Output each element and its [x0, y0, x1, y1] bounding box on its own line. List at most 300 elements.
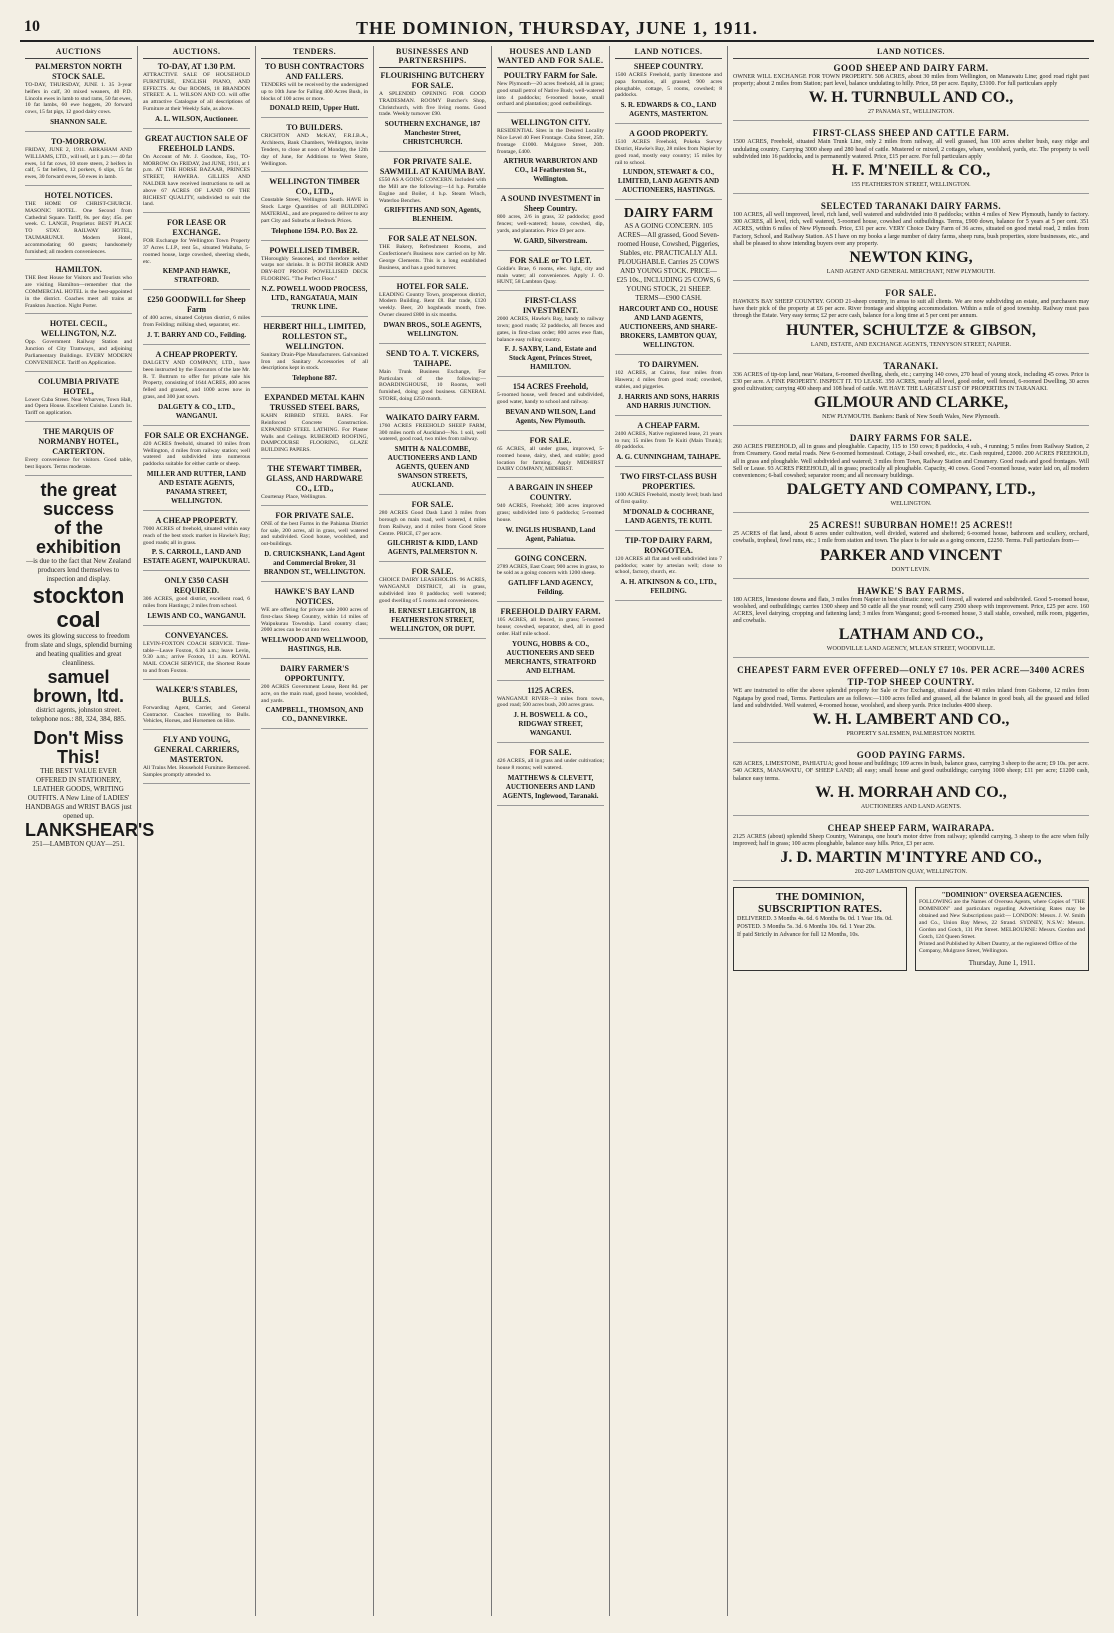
land-ad	[733, 360, 1089, 427]
ad-body: Courtenay Place, Wellington.	[261, 493, 327, 500]
page-number: 10	[24, 18, 40, 35]
column-heading: BUSINESSES AND PARTNERSHIPS.	[379, 46, 486, 68]
ad-body: £550 AS A GOING CONCERN. Included with the Mill are the following:—14 h.p. Portable Engine and Boiler, 4 h.p. Steam Winch, Waterloo Benches.	[379, 177, 486, 204]
ad-body: 105 ACRES, all fenced, in grass; 5-roomed house; cowshed, separator, shed, all in good order. Half mile school.	[497, 617, 604, 637]
ad-body: 2000 ACRES, Hawke's Bay, handy to railway town; good roads; 32 paddocks, all fences and gates, in first-class order; 800 acres ewe flats, balance easy rolling country.	[497, 316, 604, 343]
ad-block	[497, 686, 604, 744]
ad-body: 102 ACRES, at Cairns, four miles from Hawera; 4 miles from good road; cowshed, stables, and piggeries.	[615, 370, 722, 390]
ad-title: A BARGAIN IN SHEEP COUNTRY.	[508, 483, 593, 503]
ad-title: WALKER'S STABLES, BULLS.	[155, 684, 238, 704]
land-ad-body: 336 ACRES of tip-top land, near Waitara, 6-roomed dwelling, sheds, etc.; carrying 140 cows, 270 head of young stock, including 45 cows. Price is £30 per acre. A FINE PROPERTY. INSPECT IT. TO LEASE. 350 ACRES, nearly all level, good order, well fenced, 6-roomed Dwelling, 30 acres good cultivation; carrying 400 sheep and 108 head of cattle. WE HAVE THE LARGEST LIST OF PROPERTIES IN TARANAKI.	[733, 371, 1089, 393]
ad-body: FOR Exchange for Wellington Town Property 37 Acres L.I.P., rent 5s., situated Waihaha, 5-roomed house, large cowshed, sheering sheds, etc.	[143, 238, 250, 265]
ad-block	[261, 587, 368, 659]
ad-block	[25, 377, 132, 422]
ad-body: Constable Street, Wellington South. HAVE in Stock Large Quantities of all BUILDING MATERIAL, and are prepared to deliver to any part City and Suburbs at Bedrock Prices.	[261, 197, 368, 224]
agencies-title: "DOMINION" OVERSEA AGENCIES.	[941, 891, 1063, 900]
lankshear-ad	[25, 727, 155, 849]
subscription-note: If paid Strictly in Advance for full 12 Months, 10s.	[737, 932, 860, 939]
ad-title: WAIKATO DAIRY FARM.	[385, 412, 480, 422]
ad-body: 426 ACRES, all in grass and under cultivation; house 8 rooms; well watered.	[497, 758, 604, 771]
ad-block	[379, 500, 486, 562]
ad-title: HAWKE'S BAY LAND NOTICES.	[274, 586, 355, 606]
land-ad	[733, 432, 1089, 513]
newspaper-title: THE DOMINION, THURSDAY, JUNE 1, 1911.	[356, 18, 758, 38]
imprint: Printed and Published by Albert Dauttry, at the registered Office of the Company, Mulgrave Street, Wellington.	[919, 941, 1077, 955]
ad-body: Goldie's Brae, 6 rooms, elec. light, city and main water; all conveniences. Apply J. O. HUNT, 58 Lambton Quay.	[497, 265, 604, 286]
ad-body: KAHN RIBBED STEEL BARS. For Reinforced Concrete Construction. EXPANDED STEEL LATHING. For Plaster Walls and Ceilings. RUBEROID ROOFING, DAMPCOURSE FLOORING, GLAZE BUILDING PAPERS.	[261, 413, 368, 454]
ad-title: HOTEL CECIL, WELLINGTON, N.Z.	[40, 319, 117, 339]
ad-body: FRIDAY, JUNE 2, 1911. ABRAHAM AND WILLIAMS, LTD., will sell, at 1 p.m.:— 40 fat ewes, 14 fat cows, 10 store steers, 2 heifers in calf, 5 fat heifers, 12 porkers, 6 slips, 15 fat ewes, 30 forward ewes, 50 ewes in lamb.	[25, 146, 132, 181]
ad-signature: F. J. SAXBY, Land, Estate and Stock Agent, Princes Street, HAMILTON.	[504, 345, 597, 372]
ad-title: DAIRY FARM	[623, 206, 714, 222]
ad-title: FIRST-CLASS INVESTMENT.	[522, 296, 579, 316]
subscription-delivered: DELIVERED. 3 Months 4s. 6d. 6 Months 9s. 0d. 1 Year 18s. 0d.	[737, 916, 893, 923]
ad-body: TO-DAY, THURSDAY, JUNE 1. 35 3-year heifers in calf, 30 mixed weaners, 40 P.D. Lincoln ewes in lamb to stud rams, 50 fat ewes, 10 fat lambs, 60 ewe hoggets, 20 forward cows, 15 fat pigs, 12 good dairy cows.	[25, 82, 132, 116]
ad-body: 1510 ACRES Freehold, Pokeka Survey District, Hawke's Bay, 28 miles from Napier by good road, mostly easy country; 15 miles by rail to school.	[615, 139, 722, 166]
ad-title: TO DAIRYMEN.	[638, 360, 699, 370]
column-heading: LAND NOTICES.	[615, 46, 722, 59]
ad-block	[497, 71, 604, 113]
ad-body: 7000 ACRES of freehold, situated within easy reach of the best stock market in Hawke's Bay; good roads; all in grass.	[143, 525, 250, 546]
ad-block	[261, 177, 368, 240]
ad-block	[261, 511, 368, 582]
ad-body: LEADING Country Town, prosperous district, Modern Building. Rent £8. Bar trade, £120 weekly. Beer, 20 hogsheads month, free. Owner cleared £800 in six months.	[379, 291, 486, 318]
land-ad	[733, 287, 1089, 354]
ad-body: TENDERS will be received by the undersigned up to 10th June for Falling 400 Acres Bush, in blocks of 100 acres or more.	[261, 82, 368, 102]
promo-headline: of the	[54, 517, 103, 538]
column-businesses	[374, 46, 492, 1616]
ad-block	[261, 123, 368, 172]
ad-title: A GOOD PROPERTY.	[629, 129, 708, 139]
ad-title: HOTEL FOR SALE.	[396, 281, 469, 291]
subscription-title: THE DOMINION, SUBSCRIPTION RATES.	[758, 891, 882, 916]
ad-block	[615, 62, 722, 124]
land-ad-agent: GILMOUR AND CLARKE,	[813, 394, 1009, 412]
ad-signature: J. HARRIS AND SONS, HARRIS AND HARRIS JUNCTION.	[617, 392, 720, 410]
ad-body: 280 ACRES Good Dash Land 3 miles from borough on main road, well watered, 4 miles from Railway, and 4 miles from Good Store Centre. PRICE, £7 per acre.	[379, 510, 486, 537]
land-ad-address: WOODVILLE LAND AGENCY, M'LEAN STREET, WOODVILLE.	[826, 646, 996, 653]
ad-block	[143, 516, 250, 571]
ad-block	[379, 282, 486, 344]
ad-body: THE Bakery, Refreshment Rooms, and Confectioner's Business now carried on by Mr. George Clements. This is a long established Business, and has a good turnover.	[379, 244, 486, 271]
ad-signature: YOUNG, HOBBS & CO., AUCTIONEERS AND SEED MERCHANTS, STRATFORD AND ELTHAM.	[504, 639, 597, 675]
ad-title: POWELLISED TIMBER.	[269, 245, 360, 255]
land-ad-title: GOOD PAYING FARMS.	[856, 750, 966, 761]
ad-title: £250 GOODWILL for Sheep Farm	[147, 295, 246, 315]
ad-block	[25, 427, 132, 476]
ad-title: TO-MORROW.	[51, 136, 106, 146]
ad-body: 306 ACRES, good district, excellent road, 6 miles from Hastings; 2 miles from school.	[143, 596, 250, 610]
ad-block	[261, 322, 368, 388]
ad-body: CRICHTON AND McKAY, F.R.I.B.A., Architects, Bank Chambers, Wellington, invite Tenders, to close at noon of Monday, the 12th day of June, for Additions to West Store, Wellington.	[261, 133, 368, 167]
promo-address: 251—LAMBTON QUAY—251.	[32, 839, 125, 848]
ad-title: A CHEAP FARM.	[637, 420, 700, 430]
promo-text: owes its glowing success to freedom from slate and slugs, splendid burning and heating qualities and great cleanliness.	[25, 631, 132, 667]
promo-brand: stockton coal	[32, 582, 125, 632]
promo-text: THE BEST VALUE EVER OFFERED IN STATIONERY, LEATHER GOODS, WRITING OUTFITS. A New Line of LADIES' HANDBAGS and WRIST BAGS just opened up.	[25, 766, 132, 820]
ad-title: A CHEAP PROPERTY.	[155, 515, 238, 525]
ad-title: FOR SALE OR EXCHANGE.	[144, 430, 249, 440]
ad-title: SHEEP COUNTRY.	[633, 62, 704, 71]
land-ad-agent: W. H. TURNBULL AND CO.,	[808, 89, 1014, 107]
land-ad-address: 27 PANAMA ST., WELLINGTON.	[867, 109, 955, 116]
ad-block	[261, 664, 368, 729]
land-ad-body: HAWKE'S BAY SHEEP COUNTRY. GOOD 21-sheep country, in areas to suit all clients. We are now subdividing an estate, and purchasers may have their pick of the property at £6 per acre. River frontage and shipping accommodation. Within a mile of good township. Railway must pass through the Estate. Very easy terms; £2 per acre cash, balance for a long time at 5 per cent per annum.	[733, 299, 1089, 320]
ad-title: COLUMBIA PRIVATE HOTEL,	[38, 376, 119, 396]
ad-signature: A. G. CUNNINGHAM, TAIHAPE.	[616, 453, 721, 462]
ad-title: GOING CONCERN.	[514, 553, 587, 563]
ad-block	[143, 685, 250, 730]
ad-body: CHOICE DAIRY LEASEHOLDS. 96 ACRES, WANGANUI DISTRICT, all in grass, subdivided into 8 paddocks; well watered; good dwelling of 5 rooms and conveniences.	[379, 577, 486, 604]
ad-block	[615, 421, 722, 467]
ad-signature: W. INGLIS HUSBAND, Land Agent, Pahiatua.	[505, 525, 596, 543]
ad-block	[497, 483, 604, 548]
ad-block	[143, 134, 250, 213]
ad-body: AS A GOING CONCERN. 105 ACRES—All grassed, Good Seven-roomed House, Cowshed, Piggeries, Stables, etc. PRACTICALLY ALL PLOUGHABLE. Carries 25 COWS AND YOUNG STOCK. PRICE—£25 10s., INCLUDING 25 COWS, 6 YOUNG STOCK, 21 SHEEP. TERMS—£900 CASH.	[616, 222, 721, 303]
ad-block	[261, 393, 368, 459]
ad-block	[25, 137, 132, 186]
ad-title: TWO FIRST-CLASS BUSH PROPERTIES.	[620, 472, 717, 492]
ad-body: 1100 ACRES Freehold, mostly level; bush land of first quality.	[615, 492, 722, 505]
land-ad-agent: H. F. M'NEILL & CO.,	[831, 162, 991, 180]
ad-block	[379, 413, 486, 495]
ad-block	[261, 464, 368, 506]
ad-block	[261, 62, 368, 118]
ad-block	[379, 349, 486, 408]
ad-signature: GATLIFF LAND AGENCY, Feilding.	[508, 579, 593, 597]
ad-title: TO-DAY, AT 1.30 P.M.	[157, 62, 236, 71]
ad-block	[25, 319, 132, 371]
ad-body: 200 ACRES Government Lease, Rent 8d. per acre, on the main road, good house, woolshed, and yards.	[261, 684, 368, 704]
ad-block	[143, 350, 250, 426]
ad-signature: D. CRUICKSHANK, Land Agent and Commercial Broker, 31 BRANDON ST., WELLINGTON.	[263, 549, 366, 576]
land-ad-title: TARANAKI.	[883, 360, 939, 371]
footer-boxes	[733, 887, 1089, 971]
ad-body: of 400 acres, situated Colyton district, 6 miles from Feilding; milking shed, separator, etc.	[143, 315, 250, 329]
ad-title: ONLY £350 CASH REQUIRED.	[164, 576, 229, 596]
ad-signature: N.Z. POWELL WOOD PROCESS, LTD., RANGATAUA, MAIN TRUNK LINE.	[261, 284, 368, 311]
land-ad-title: SELECTED TARANAKI DAIRY FARMS.	[820, 201, 1002, 212]
ad-block	[143, 631, 250, 680]
ad-title: FLOURISHING BUTCHERY FOR SALE.	[380, 71, 485, 90]
promo-headline: exhibition	[36, 536, 121, 557]
ad-signature: P. S. CARROLL, LAND AND ESTATE AGENT, WAIPUKURAU.	[143, 548, 250, 566]
land-ad-title: DAIRY FARMS FOR SALE.	[849, 433, 973, 444]
ad-body: A SPLENDID OPENING FOR GOOD TRADESMAN. ROOMY Butcher's Shop, Christchurch, with five living rooms. Good trade. Weekly turnover £90.	[379, 91, 486, 118]
land-ad-agent: LATHAM AND CO.,	[838, 626, 984, 644]
ad-signature: SHANNON SALE.	[50, 117, 107, 126]
ad-signature: SMITH & NALCOMBE, AUCTIONEERS AND LAND AGENTS, QUEEN AND SWANSON STREETS, AUCKLAND.	[387, 445, 478, 490]
ad-block	[25, 62, 132, 132]
ad-block	[497, 382, 604, 431]
ad-body: WANGANUI RIVER—3 miles from town, good road; 500 acres bush, 200 acres grass.	[497, 695, 604, 709]
ad-signature: DWAN BROS., SOLE AGENTS, WELLINGTON.	[383, 320, 482, 338]
oversea-agencies-box	[915, 887, 1089, 971]
columns	[20, 46, 1094, 1616]
ad-title: FLY AND YOUNG, GENERAL CARRIERS, MASTERTON.	[154, 735, 239, 765]
land-ad-title: CHEAP SHEEP FARM, WAIRARAPA.	[827, 822, 995, 833]
land-ad-title: FOR SALE.	[885, 288, 937, 299]
ad-block	[379, 71, 486, 152]
land-ad-address: 202-207 LAMBTON QUAY, WELLINGTON.	[854, 869, 968, 876]
land-ad-agent: W. H. LAMBERT AND CO.,	[812, 711, 1010, 729]
ad-block	[143, 218, 250, 290]
land-ad-agent: W. H. MORRAH AND CO.,	[815, 783, 1007, 801]
ad-signature: A. L. WILSON, Auctioneer.	[155, 114, 238, 123]
promo-headline: Don't Miss This!	[33, 727, 124, 767]
land-ad-body: 2125 ACRES (about) splendid Sheep Country, Wairarapa, one hour's motor drive from railway; splendid carrying, 3 sheep to the acre when fully improved; half in grass; 100 acres ploughable, balance easy hills. Price, £3 per acre.	[733, 833, 1089, 847]
ad-signature: HARCOURT AND CO., HOUSE AND LAND AGENTS, AUCTIONEERS, AND SHARE-BROKERS, LAMBTON QUAY, WELLINGTON.	[619, 305, 718, 350]
ad-body: Sanitary Drain-Pipe Manufacturers. Galvanized Iron and Sanitary Accessories of all descriptions kept in stock.	[261, 351, 368, 372]
ad-signature: DONALD REID, Upper Hutt.	[269, 104, 360, 113]
land-ad-agent: DALGETY AND COMPANY, LTD.,	[786, 481, 1036, 499]
ad-body: THE Best House for Visitors and Tourists who are visiting Hamilton—remember that the COMMERCIAL HOTEL is the best-appointed in the district. Coaches meet all trains at Frankton Junction. Night Porter.	[25, 275, 132, 309]
land-ad	[733, 127, 1089, 194]
ad-title: FOR SALE or TO LET.	[509, 255, 592, 265]
ad-title: SEND TO A. T. VICKERS, TAIHAPE.	[386, 348, 479, 368]
ad-title: GREAT AUCTION SALE OF FREEHOLD LANDS.	[144, 133, 249, 153]
ad-title: FREEHOLD DAIRY FARM.	[500, 607, 601, 617]
ad-block	[25, 265, 132, 314]
ad-block	[497, 296, 604, 377]
column-heading: AUCTIONS.	[143, 46, 250, 59]
ad-title: PALMERSTON NORTH STOCK SALE.	[35, 62, 122, 81]
ad-title: A CHEAP PROPERTY.	[155, 349, 238, 359]
ad-block	[497, 554, 604, 603]
land-ad-body: WE are instructed to offer the above splendid property for Sale or For Exchange, situated about 40 miles inland from Gisborne, 12 miles from Ngatapa by good road, Terms. Particulars are as follows:—1100 acres felled and grassed, all the balance in good bush, all the grassed and felled land and subdivided. Well watered, 4-roomed house, woolshed, and sheep yards. Price includes 4000 sheep.	[733, 688, 1089, 709]
column-land-notices-wide	[728, 46, 1094, 1616]
land-ad-title: GOOD SHEEP AND DAIRY FARM.	[833, 63, 989, 73]
ad-block	[497, 607, 604, 680]
ad-body: All Trains Met. Household Furniture Removed. Samples promptly attended to.	[143, 765, 250, 779]
ad-body: 2789 ACRES, East Coast; 900 acres in grass, to be sold as a going concern with 1200 sheep.	[497, 563, 604, 577]
ad-block	[25, 191, 132, 260]
ad-signature: LEWIS AND CO., WANGANUI.	[147, 611, 246, 620]
column-auctions	[20, 46, 155, 1616]
ad-signature: LUNDON, STEWART & CO., LIMITED, LAND AGENTS AND AUCTIONEERS, HASTINGS.	[617, 168, 720, 195]
ad-block	[143, 735, 250, 784]
ad-body: WE are offering for private sale 2000 acres of first-class Sheep Country, within 14 miles of Waipukurau Township. Land country class; 2000 acres can be cut into two.	[261, 606, 368, 634]
ad-block	[497, 194, 604, 250]
ad-title: HOTEL NOTICES.	[44, 190, 113, 200]
ad-body: Main Trunk Business Exchange, For Particulars of the following:— BOARDINGHOUSE, 10 Rooms, well furnished, doing good business. GENERAL STORE, doing £250 month.	[379, 368, 486, 402]
ad-block	[497, 436, 604, 478]
land-ad-body: OWNER WILL EXCHANGE FOR TOWN PROPERTY. 508 ACRES, about 30 miles from Wellington, on Manawatu Line; good road right past property; about 2 miles from Station; part level, balance undulating to hilly. Price, £8 per acre. Equity, £3100. For full particulars apply	[733, 74, 1089, 88]
ad-block	[261, 246, 368, 317]
ad-block	[615, 472, 722, 531]
column-land-notices	[610, 46, 728, 1616]
ad-block	[143, 295, 250, 345]
ad-block	[379, 157, 486, 229]
ad-signature: WELLWOOD AND WELLWOOD, HASTINGS, H.B.	[261, 636, 368, 654]
ad-title: HAMILTON.	[55, 265, 102, 275]
subscription-rates-box	[733, 887, 907, 971]
ad-signature: GRIFFITHS AND SON, Agents, BLENHEIM.	[384, 206, 481, 224]
column-heading: HOUSES AND LAND WANTED AND FOR SALE.	[497, 46, 604, 68]
ad-body: Forwarding Agent, Carrier, and General Contractor. Coaches travelling to Bulls. Vehicles, Horses, and Horsemen on Hire.	[143, 704, 250, 725]
ad-block	[379, 234, 486, 276]
land-ad-body: 628 ACRES, LIMESTONE, PAHIATUA; good house and buildings; 109 acres in bush, balance grass, carrying 3 sheep to the acre; £9 10s. per acre. 540 ACRES, MANAWATU, OF SHEEP LAND; all easy; small house and good outbuildings; carrying 1000 sheep; £11 per acre; £1200 cash, balance easy terms.	[733, 761, 1089, 782]
ad-block	[379, 567, 486, 638]
ad-signature: CAMPBELL, THOMSON, AND CO., DANNEVIRKE.	[265, 706, 364, 724]
ad-title: TIP-TOP DAIRY FARM, RONGOTEA.	[625, 535, 712, 555]
promo-company: samuel brown, ltd.	[33, 666, 124, 706]
ad-body: New Plymouth—20 acres freehold, all in grass; good small petrol of Native Bush; well-watered into 4 paddocks; 6-roomed house, small orchard and plantation; good outbuildings.	[497, 81, 604, 108]
ad-body: ATTRACTIVE SALE OF HOUSEHOLD FURNITURE, ENGLISH PIANO, AND EFFECTS. At Our ROOMS, 18 BRANDON STREET. A. L. WILSON AND CO. will offer an attractive Catalogue of all descriptions of Furniture at their Weekly Sale, as above.	[143, 72, 250, 112]
column-heading: AUCTIONS	[25, 46, 132, 59]
issue-date: Thursday, June 1, 1911.	[968, 959, 1036, 968]
ad-block	[497, 118, 604, 189]
land-ad-agent: HUNTER, SCHULTZE & GIBSON,	[786, 321, 1036, 339]
ad-body: THoroughly Seasoned, and therefore neither warps nor shrinks. It is BOTH BORER AND DRY-ROT PROOF. POWELLISED DECK FLOORING. "The Perfect Floor."	[261, 255, 368, 282]
ad-body: Every convenience for visitors. Good table, best liquors. Terms moderate.	[25, 456, 132, 470]
ad-block	[143, 62, 250, 129]
ad-signature: H. ERNEST LEIGHTON, 18 FEATHERSTON STREET, WELLINGTON, OR DUPT.	[388, 606, 477, 633]
ad-body: 120 ACRES all flat and well subdivided into 7 paddocks; water by artesian well; close to school, factory, church, etc.	[615, 555, 722, 576]
ad-body: Opp. Government Railway Station and Junction of City Tramways, and adjoining Parliamentary Buildings. EVERY MODERN CONVENIENCE. Tariff on Application.	[25, 339, 132, 366]
ad-body: 5-roomed house, well fenced and subdivided, good water, handy to school and railway.	[497, 392, 604, 406]
ad-title: WELLINGTON CITY.	[510, 118, 591, 128]
land-ad-address: NEW PLYMOUTH. Bankers: Bank of New South Wales, New Plymouth.	[822, 414, 1000, 421]
ad-title: DAIRY FARMER'S OPPORTUNITY.	[280, 664, 349, 684]
promo-company: LANKSHEAR'S	[25, 819, 155, 840]
ad-title: FOR SALE.	[411, 500, 454, 510]
ad-body: RESIDENTIAL Sites in the Desired Locality Nice Level 40 Feet Frontage. Cuba Street, 25ft. frontage £1000. Mulgrave Street, 20ft. frontage, £400.	[497, 128, 604, 155]
ad-title: CONVEYANCES.	[164, 630, 229, 640]
ad-signature: W. GARD, Silverstream.	[513, 236, 588, 245]
land-ad-address: WELLINGTON.	[890, 501, 932, 508]
ad-title: 1125 ACRES.	[527, 685, 574, 695]
ad-signature: KEMP AND HAWKE, STRATFORD.	[162, 267, 231, 285]
ad-body: DALGETY AND COMPANY, LTD., have been instructed by the Executors of the late Mr. R. T. Buttrum to offer for private sale his Property, consisting of 1644 ACRES, 400 acres felled and grassed, and 1000 acres now in grass, and 300 just sown.	[143, 359, 250, 400]
subscription-posted: POSTED. 3 Months 5s. 3d. 6 Months 10s. 6d. 1 Year 20s.	[737, 924, 876, 931]
ad-signature: Telephone 887.	[292, 374, 337, 383]
land-ad-agent: NEWTON KING,	[849, 249, 973, 267]
ad-block	[615, 536, 722, 601]
ad-signature: SOUTHERN EXCHANGE, 187 Manchester Street, CHRISTCHURCH.	[384, 120, 481, 147]
promo-headline: the great success	[40, 479, 117, 519]
ad-signature: DALGETY & CO., LTD., WANGANUI.	[158, 402, 235, 420]
ad-title: HERBERT HILL, LIMITED, ROLLESTON ST., WELLINGTON.	[263, 321, 366, 351]
ad-title: POULTRY FARM for Sale.	[503, 71, 598, 80]
ad-title: FOR SALE AT NELSON.	[388, 234, 477, 244]
column-heading: TENDERS.	[261, 46, 368, 59]
land-ad	[733, 749, 1089, 816]
stockton-coal-ad	[25, 481, 132, 724]
land-ad	[733, 519, 1089, 578]
land-ad-address: AUCTIONEERS AND LAND AGENTS.	[860, 803, 962, 810]
ad-signature: BEVAN AND WILSON, Land Agents, New Plymouth.	[505, 407, 596, 425]
ad-body: 1500 ACRES Freehold, partly limestone and papa formation, all grassed; 900 acres ploughable, cottage, 5 rooms, cowshed; 8 paddocks.	[615, 72, 722, 99]
ad-title: FOR PRIVATE SALE.	[275, 510, 354, 520]
ad-title: FOR PRIVATE SALE. SAWMILL AT KAIUMA BAY.	[379, 157, 486, 177]
ad-title: A SOUND INVESTMENT in Sheep Country.	[500, 194, 601, 214]
ad-block	[497, 748, 604, 806]
land-ad	[733, 585, 1089, 659]
land-ad-agent: J. D. MARTIN M'INTYRE AND CO.,	[780, 849, 1042, 867]
ad-body: ONE of the best Farms in the Pahiatua District for sale, 200 acres, all in grass, well watered and subdivided. Good house, woolshed, and out-buildings.	[261, 520, 368, 548]
ad-block	[143, 431, 250, 511]
ad-title: THE MARQUIS OF NORMANBY HOTEL, CARTERTON.	[38, 426, 119, 456]
ad-title: FOR SALE.	[529, 748, 572, 758]
land-ad	[733, 200, 1089, 281]
land-ad-body: 100 ACRES, all well improved, level, rich land, well watered and subdivided into 8 paddocks; within 4 miles of New Plymouth, handy to factory. 300 ACRES, all level, rich, well watered, 5-roomed house, cowshed and outbuildings. Terms, £900 down, balance for 5 years at 5 per cent. 351 ACRES, within 6 miles of New Plymouth. Price, £31 per acre. VERY Choice Dairy Farm of 36 acres, situated on good metal road, 2 miles from Factory, School, and Railway Station. AS I have on my books a large number of dairy farms, sheep runs, bush properties, store businesses, etc., and shall be pleased to show intending buyers over any property.	[733, 212, 1089, 247]
ad-block	[615, 129, 722, 200]
land-ad-title: HAWKE'S BAY FARMS.	[857, 585, 965, 596]
ad-signature: M'DONALD & COCHRANE, LAND AGENTS, TE KUITI.	[623, 507, 714, 525]
land-ad-title: CHEAPEST FARM EVER OFFERED—ONLY £7 10s. PER ACRE—3400 ACRES TIP-TOP SHEEP COUNTRY.	[737, 665, 1085, 688]
ad-title: FOR SALE.	[529, 435, 572, 445]
column-tenders	[256, 46, 374, 1616]
ad-signature: MATTHEWS & CLEVETT, AUCTIONEERS AND LAND AGENTS, Inglewood, Taranaki.	[502, 773, 599, 800]
land-ad-address: DON'T LEVIN.	[891, 566, 931, 573]
ad-block	[497, 256, 604, 291]
land-ad-body: 25 ACRES of flat land, about 8 acres under cultivation, well divided, watered and sheltered; 6-roomed house, bathroom and scullery, orchard, cowbails, tropheal, fowl runs, etc.; 1 mile from station and town. The place is for sale as a going concern, £2250. Terms. Full particulars from—	[733, 531, 1089, 545]
ad-title: THE STEWART TIMBER, GLASS, AND HARDWARE CO., LTD.,	[266, 463, 363, 493]
ad-block	[615, 360, 722, 415]
promo-text: —is due to the fact that New Zealand producers lend themselves to inspection and display.	[26, 556, 131, 583]
land-ad-address: LAND AGENT AND GENERAL MERCHANT, NEW PLYMOUTH.	[826, 269, 996, 276]
land-ad	[733, 664, 1089, 743]
ad-block	[143, 576, 250, 626]
ad-body: 2400 ACRES, Native registered lease, 21 years to run; 15 miles from Te Kuiti (Main Trunk); 40 paddocks.	[615, 430, 722, 451]
ad-signature: A. H. ATKINSON & CO., LTD., FEILDING.	[620, 578, 717, 596]
column-houses-land	[492, 46, 610, 1616]
ad-signature: MILLER AND RUTTER, LAND AND ESTATE AGENTS, PANAMA STREET, WELLINGTON.	[146, 469, 247, 505]
ad-body: 1760 ACRES FREEHOLD SHEEP FARM, 300 miles north of Auckland—No. 1 soil, well watered, good road, two miles from railway.	[379, 422, 486, 443]
ad-title: 154 ACRES Freehold,	[512, 382, 589, 392]
masthead	[20, 18, 1094, 42]
land-ad	[733, 822, 1089, 881]
ad-signature: J. H. BOSWELL & CO., RIDGWAY STREET, WANGANUI.	[513, 711, 588, 738]
land-ad-address: LAND, ESTATE, AND EXCHANGE AGENTS, TENNYSON STREET, NAPIER.	[810, 341, 1012, 348]
ad-title: TO BUSH CONTRACTORS AND FALLERS.	[264, 62, 365, 81]
ad-body: 940 ACRES, Freehold; 300 acres improved grass; subdivided into 6 paddocks; 5-roomed house.	[497, 503, 604, 523]
ad-body: LEVIN-FOXTON COACH SERVICE. Time-table—Leave Foxton, 6.30 a.m.; leave Levin, 9.30 a.m.; arrive Foxton, 11 a.m. ROYAL MAIL COACH SERVICE, the Shortest Route to and from Foxton.	[143, 640, 250, 675]
ad-body: Lower Cuba Street. Near Wharves, Town Hall, and Opera House. Excellent Cuisine. Lunch 1s. Tariff on application.	[25, 396, 132, 417]
land-ad-body: 180 ACRES, limestone downs and flats, 3 miles from Napier in best climatic zone; well fenced, all watered and subdivided. Good 5-roomed house, woolshed, and outbuildings; carries 1300 sheep and 50 cattle all the year round; will carry 2500 sheep with improvement. Price, £25 per acre. 160 ACRES, level dairying, cropping and fattening land; 3 miles from Wanganui; good 6-roomed house, 3 stall stable, cowshed, milk room, piggeries, and cowbails.	[733, 596, 1089, 625]
ad-signature: J. T. BARRY AND CO., Feilding.	[146, 330, 247, 339]
ad-body: On Account of Mr. J. Goodson, Esq., TO-MORROW. On FRIDAY, 2nd JUNE, 1911, at 1 p.m. AT THE HORSE BAZAAR, PRINCES STREET, HAWERA. GILLIES AND NALDER have received instructions to sell as above 67 ACRES OF LAND OF THE RICHEST QUALITY, subdivided to suit the land.	[143, 153, 250, 208]
ad-signature: S. R. EDWARDS & CO., LAND AGENTS, MASTERTON.	[620, 101, 717, 119]
land-ad-title: FIRST-CLASS SHEEP AND CATTLE FARM.	[812, 128, 1010, 139]
agencies-body: FOLLOWING are the Names of Oversea Agents, where Copies of "THE DOMINION" and particulars regarding Advertising Rates may be obtained and New Subscriptions paid:— LONDON: Messrs. J. W. Smith and Co., Union Bay Mews, 22 Strand. SYDNEY, N.S.W.: Messrs. Gordon and Gotch, 131 Pitt Street. MELBOURNE: Messrs. Gordon and Gotch, 124 Queen Street.	[919, 899, 1085, 941]
ad-body: THE HOME OF CHRIST-CHURCH. MASONIC HOTEL. One Second from Cathedral Square. Tariff, 8s. per day; 45s. per week. C. LANGE, Proprietor. BEST PLACE TO STAY. RAILWAY HOTEL, TAUMARUNUI. Modern Hotel, accommodating 60 guests; handsomely furnished; all modern conveniences.	[25, 200, 132, 255]
ad-title: FOR SALE.	[411, 567, 454, 577]
ad-signature: GILCHRIST & KIDD, LAND AGENTS, PALMERSTON N.	[387, 539, 478, 557]
ad-body: 420 ACRES freehold, situated 10 miles from Wellington, 4 miles from railway station; well watered and subdivided into numerous paddocks suitable for either cattle or sheep.	[143, 440, 250, 468]
land-ad	[733, 62, 1089, 121]
column-auctions-2	[138, 46, 256, 1616]
land-ad-address: PROPERTY SALESMEN, PALMERSTON NORTH.	[846, 731, 976, 738]
ad-body: 65 ACRES, all under grass, improved, 5-roomed house, dairy, shed, and stable; good location for farming. Apply MIDHIRST DAIRY COMPANY, MIDHIRST.	[497, 445, 604, 473]
ad-block	[615, 205, 722, 355]
column-heading: LAND NOTICES.	[733, 46, 1089, 59]
ad-title: TO BUILDERS.	[286, 123, 343, 133]
ad-body: 800 acres, 2/6 in grass, 32 paddocks; good fences; well-watered; house, cowshed, dip, yards, and plantation. Price £9 per acre.	[497, 214, 604, 234]
ad-title: WELLINGTON TIMBER CO., LTD.,	[269, 177, 360, 197]
land-ad-title: 25 ACRES!! SUBURBAN HOME!! 25 ACRES!!	[809, 520, 1013, 531]
land-ad-agent: PARKER AND VINCENT	[820, 546, 1002, 564]
ad-signature: ARTHUR WARBURTON AND CO., 14 Featherston St., Wellington.	[503, 157, 598, 184]
land-ad-body: 1500 ACRES, Freehold, situated Main Trunk Line, only 2 miles from railway, all well grassed, has 100 acres shelter bush, easy ridge and undulating country. Carrying 3000 sheep and 280 head of cattle. Mustered or mixed, 2 cottages, whare, woolshed, yards, etc. The property is well subdivided into 16 paddocks, and is permanently watered. Price, £15 per acre. For full particulars apply	[733, 139, 1089, 160]
ad-signature: Telephone 1594. P.O. Box 22.	[271, 226, 358, 235]
ad-title: FOR LEASE OR EXCHANGE.	[166, 218, 227, 238]
land-ad-body: 260 ACRES FREEHOLD, all in grass and ploughable. Capacity, 115 to 150 cows; 8 paddocks, 4 sub., 4 running; 5 miles from Railway Station, 2 from Creamery. Good metal roads. New 6-roomed homestead. Cottage, 2-bail cowshed, etc., etc. Cash required, £2000. 200 ACRES FREEHOLD, all in grass and ploughable. Well subdivided and watered; 3 miles from Town, Railway Station and Creamery. Good roads and good frontages. Will Sell or Lease. 93 ACRES FREEHOLD, all in grass; practically all ploughable. Capacity, 40 cows. Good 7-roomed house, water laid on, all modern conveniences; 6-bail cowshed; separator room; and all necessary buildings.	[733, 444, 1089, 480]
land-ad-address: 155 FEATHERSTON STREET, WELLINGTON.	[851, 182, 971, 189]
ad-title: EXPANDED METAL KAHN TRUSSED STEEL BARS,	[264, 393, 365, 413]
promo-text: district agents, johnston street. telephone nos.: 88, 324, 384, 885.	[31, 705, 126, 723]
